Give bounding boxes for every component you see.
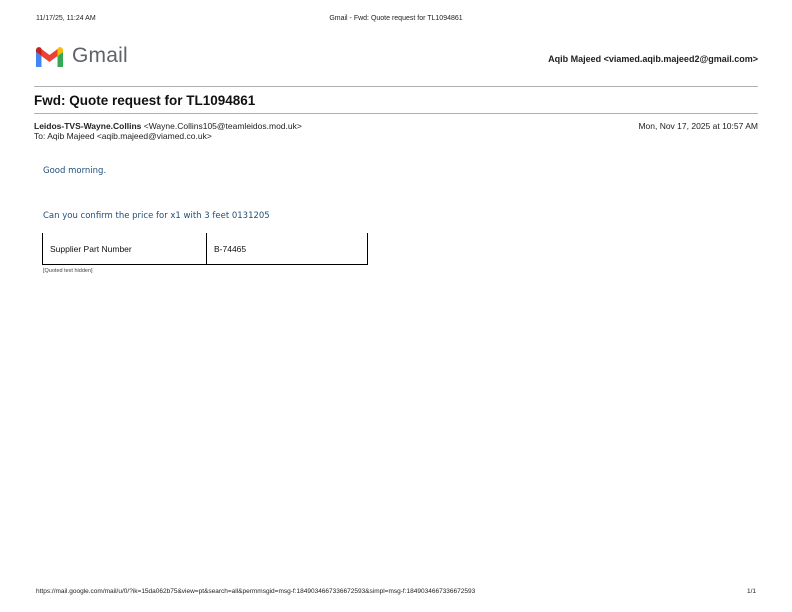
email-recipient: To: Aqib Majeed <aqib.majeed@viamed.co.uk>: [34, 131, 212, 141]
gmail-logo[interactable]: [34, 44, 128, 68]
email-greeting: Good morning.: [43, 166, 107, 176]
email-subject: Fwd: Quote request for TL1094861: [34, 93, 256, 108]
subject-divider: [34, 113, 758, 114]
table-value-cell: B-74465: [214, 243, 247, 254]
sender-email: <Wayne.Collins105@teamleidos.mod.uk>: [143, 121, 302, 131]
account-email: Aqib Majeed <viamed.aqib.majeed2@gmail.com>: [548, 54, 758, 64]
email-sender: [34, 121, 302, 131]
quoted-text-toggle[interactable]: [Quoted text hidden]: [43, 268, 93, 274]
part-number-table: [42, 233, 368, 265]
page-number: 1/1: [746, 588, 756, 595]
header-divider: [34, 86, 758, 87]
print-page-title: Gmail - Fwd: Quote request for TL1094861: [329, 15, 463, 22]
footer-url: https://mail.google.com/mail/u/0/?ik=15da062b75&view=pt&search=all&permmsgid=msg-f:1849034667336672593&simpl=msg-f:1849034667336672593: [36, 588, 476, 595]
email-date: Mon, Nov 17, 2025 at 10:57 AM: [638, 121, 758, 131]
gmail-m-icon: [34, 45, 65, 68]
print-datetime: 11/17/25, 11:24 AM: [36, 15, 96, 22]
email-request-text: Can you confirm the price for x1 with 3 feet 0131205: [43, 211, 270, 221]
sender-name: Leidos-TVS-Wayne.Collins: [34, 121, 142, 131]
table-label-cell: Supplier Part Number: [43, 233, 207, 264]
gmail-wordmark: Gmail: [72, 44, 128, 67]
